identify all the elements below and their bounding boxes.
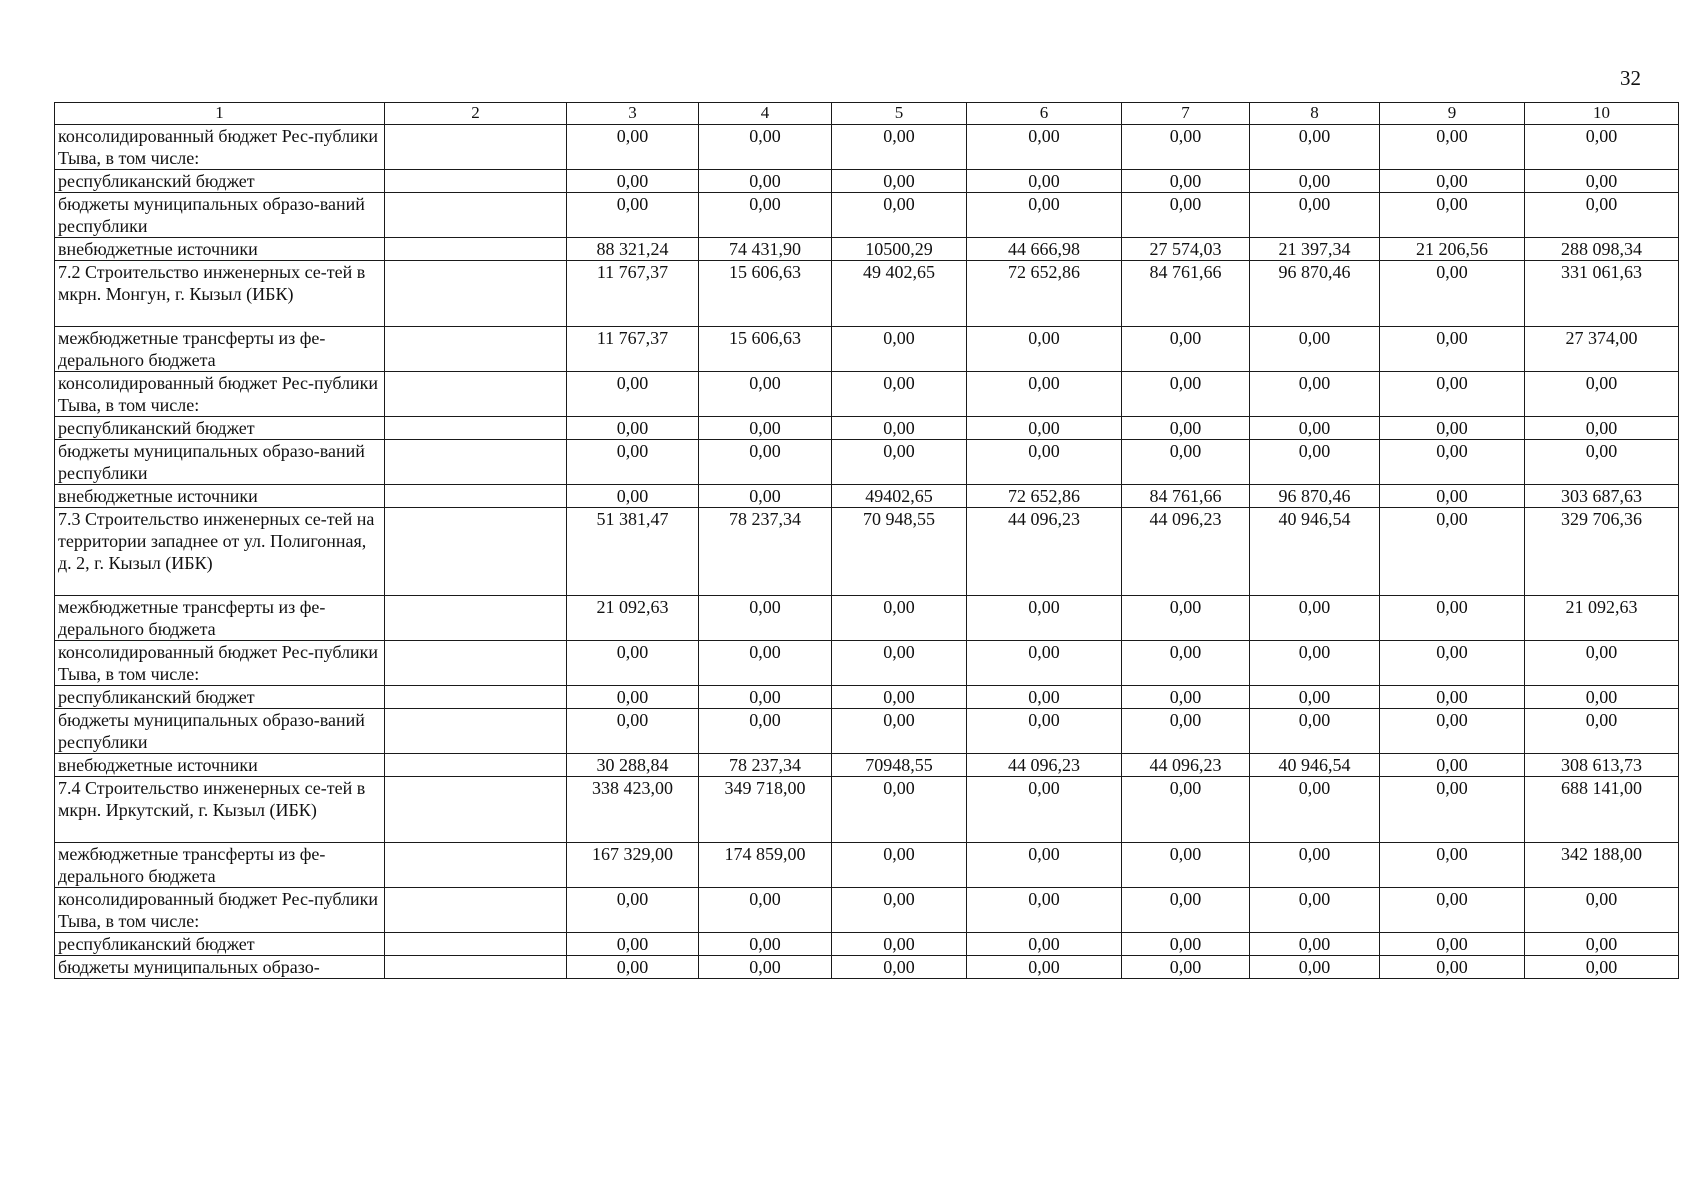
cell-col8: 0,00 (1250, 709, 1380, 754)
row-name: консолидированный бюджет Рес-публики Тыва, в том числе: (55, 372, 385, 417)
column-header-9: 9 (1380, 103, 1525, 125)
cell-col4: 0,00 (699, 125, 832, 170)
table-row (55, 372, 1679, 417)
cell-col8: 0,00 (1250, 125, 1380, 170)
cell-col10: 0,00 (1525, 193, 1679, 238)
cell-col8: 40 946,54 (1250, 754, 1380, 777)
row-col2 (385, 843, 567, 888)
table-row (55, 777, 1679, 843)
cell-col4: 15 606,63 (699, 261, 832, 327)
cell-col5: 0,00 (832, 193, 967, 238)
cell-col8: 0,00 (1250, 956, 1380, 979)
cell-col6: 44 096,23 (967, 508, 1122, 596)
cell-col9: 0,00 (1380, 686, 1525, 709)
table-row (55, 686, 1679, 709)
table-row (55, 485, 1679, 508)
cell-col7: 0,00 (1122, 327, 1250, 372)
cell-col5: 0,00 (832, 709, 967, 754)
cell-col10: 0,00 (1525, 641, 1679, 686)
cell-col5: 49402,65 (832, 485, 967, 508)
cell-col5: 0,00 (832, 888, 967, 933)
cell-col7: 0,00 (1122, 933, 1250, 956)
cell-col9: 0,00 (1380, 125, 1525, 170)
budget-table (54, 102, 1679, 979)
cell-col10: 688 141,00 (1525, 777, 1679, 843)
cell-col8: 0,00 (1250, 193, 1380, 238)
cell-col9: 0,00 (1380, 933, 1525, 956)
cell-col9: 0,00 (1380, 508, 1525, 596)
cell-col3: 167 329,00 (567, 843, 699, 888)
cell-col5: 0,00 (832, 440, 967, 485)
row-name: республиканский бюджет (55, 417, 385, 440)
row-name: внебюджетные источники (55, 238, 385, 261)
cell-col4: 0,00 (699, 193, 832, 238)
cell-col6: 0,00 (967, 170, 1122, 193)
cell-col6: 0,00 (967, 956, 1122, 979)
cell-col10: 288 098,34 (1525, 238, 1679, 261)
cell-col7: 0,00 (1122, 709, 1250, 754)
cell-col10: 0,00 (1525, 125, 1679, 170)
cell-col9: 0,00 (1380, 372, 1525, 417)
cell-col5: 0,00 (832, 596, 967, 641)
cell-col8: 96 870,46 (1250, 485, 1380, 508)
column-header-2: 2 (385, 103, 567, 125)
cell-col10: 0,00 (1525, 170, 1679, 193)
table-row (55, 641, 1679, 686)
row-col2 (385, 327, 567, 372)
row-col2 (385, 125, 567, 170)
table-row (55, 843, 1679, 888)
cell-col9: 0,00 (1380, 170, 1525, 193)
cell-col3: 0,00 (567, 641, 699, 686)
cell-col5: 49 402,65 (832, 261, 967, 327)
column-header-4: 4 (699, 103, 832, 125)
row-col2 (385, 170, 567, 193)
cell-col8: 0,00 (1250, 686, 1380, 709)
row-col2 (385, 777, 567, 843)
cell-col3: 11 767,37 (567, 327, 699, 372)
cell-col6: 0,00 (967, 843, 1122, 888)
cell-col8: 21 397,34 (1250, 238, 1380, 261)
cell-col4: 78 237,34 (699, 754, 832, 777)
cell-col7: 0,00 (1122, 641, 1250, 686)
table-row (55, 261, 1679, 327)
page-number: 32 (1620, 66, 1641, 90)
row-col2 (385, 508, 567, 596)
cell-col7: 0,00 (1122, 956, 1250, 979)
column-header-10: 10 (1525, 103, 1679, 125)
cell-col4: 0,00 (699, 641, 832, 686)
cell-col5: 10500,29 (832, 238, 967, 261)
cell-col7: 44 096,23 (1122, 754, 1250, 777)
cell-col6: 0,00 (967, 193, 1122, 238)
cell-col9: 0,00 (1380, 440, 1525, 485)
cell-col3: 0,00 (567, 933, 699, 956)
cell-col5: 0,00 (832, 933, 967, 956)
row-name: внебюджетные источники (55, 754, 385, 777)
row-name: бюджеты муниципальных образо- (55, 956, 385, 979)
cell-col3: 88 321,24 (567, 238, 699, 261)
cell-col5: 0,00 (832, 417, 967, 440)
cell-col8: 0,00 (1250, 327, 1380, 372)
cell-col4: 0,00 (699, 596, 832, 641)
cell-col5: 70948,55 (832, 754, 967, 777)
cell-col9: 21 206,56 (1380, 238, 1525, 261)
row-col2 (385, 933, 567, 956)
table-row (55, 440, 1679, 485)
cell-col3: 0,00 (567, 709, 699, 754)
row-name: республиканский бюджет (55, 170, 385, 193)
column-header-3: 3 (567, 103, 699, 125)
cell-col7: 0,00 (1122, 843, 1250, 888)
cell-col5: 0,00 (832, 686, 967, 709)
cell-col10: 0,00 (1525, 372, 1679, 417)
cell-col10: 0,00 (1525, 956, 1679, 979)
table-body (55, 125, 1679, 979)
row-name: межбюджетные трансферты из фе-дерального бюджета (55, 327, 385, 372)
cell-col3: 0,00 (567, 417, 699, 440)
cell-col6: 0,00 (967, 417, 1122, 440)
cell-col10: 342 188,00 (1525, 843, 1679, 888)
cell-col5: 0,00 (832, 125, 967, 170)
cell-col9: 0,00 (1380, 888, 1525, 933)
row-name: межбюджетные трансферты из фе-дерального бюджета (55, 843, 385, 888)
table-row (55, 170, 1679, 193)
cell-col6: 72 652,86 (967, 261, 1122, 327)
cell-col3: 0,00 (567, 485, 699, 508)
cell-col3: 0,00 (567, 888, 699, 933)
row-name: 7.2 Строительство инженерных се-тей в мкрн. Монгун, г. Кызыл (ИБК) (55, 261, 385, 327)
cell-col6: 0,00 (967, 888, 1122, 933)
cell-col8: 0,00 (1250, 933, 1380, 956)
cell-col4: 0,00 (699, 888, 832, 933)
cell-col7: 0,00 (1122, 777, 1250, 843)
cell-col8: 0,00 (1250, 170, 1380, 193)
cell-col6: 0,00 (967, 372, 1122, 417)
cell-col7: 0,00 (1122, 193, 1250, 238)
row-col2 (385, 238, 567, 261)
cell-col4: 0,00 (699, 440, 832, 485)
cell-col3: 0,00 (567, 125, 699, 170)
row-col2 (385, 440, 567, 485)
cell-col7: 0,00 (1122, 440, 1250, 485)
row-col2 (385, 596, 567, 641)
cell-col10: 0,00 (1525, 888, 1679, 933)
cell-col5: 70 948,55 (832, 508, 967, 596)
table-row (55, 888, 1679, 933)
cell-col7: 0,00 (1122, 596, 1250, 641)
cell-col3: 11 767,37 (567, 261, 699, 327)
cell-col7: 44 096,23 (1122, 508, 1250, 596)
row-name: межбюджетные трансферты из фе-дерального бюджета (55, 596, 385, 641)
cell-col8: 0,00 (1250, 843, 1380, 888)
cell-col4: 0,00 (699, 709, 832, 754)
cell-col3: 51 381,47 (567, 508, 699, 596)
row-name: 7.4 Строительство инженерных се-тей в мкрн. Иркутский, г. Кызыл (ИБК) (55, 777, 385, 843)
row-col2 (385, 888, 567, 933)
cell-col7: 84 761,66 (1122, 261, 1250, 327)
cell-col7: 0,00 (1122, 417, 1250, 440)
table-row (55, 125, 1679, 170)
cell-col9: 0,00 (1380, 193, 1525, 238)
table-row (55, 417, 1679, 440)
cell-col8: 40 946,54 (1250, 508, 1380, 596)
row-name: бюджеты муниципальных образо-ваний республики (55, 193, 385, 238)
column-header-5: 5 (832, 103, 967, 125)
cell-col10: 21 092,63 (1525, 596, 1679, 641)
cell-col3: 30 288,84 (567, 754, 699, 777)
cell-col4: 174 859,00 (699, 843, 832, 888)
row-col2 (385, 485, 567, 508)
row-col2 (385, 641, 567, 686)
cell-col10: 329 706,36 (1525, 508, 1679, 596)
cell-col6: 72 652,86 (967, 485, 1122, 508)
cell-col3: 0,00 (567, 956, 699, 979)
cell-col10: 0,00 (1525, 933, 1679, 956)
cell-col4: 0,00 (699, 170, 832, 193)
row-name: консолидированный бюджет Рес-публики Тыва, в том числе: (55, 888, 385, 933)
cell-col3: 0,00 (567, 170, 699, 193)
row-col2 (385, 956, 567, 979)
cell-col9: 0,00 (1380, 956, 1525, 979)
cell-col8: 0,00 (1250, 417, 1380, 440)
cell-col4: 0,00 (699, 417, 832, 440)
cell-col3: 21 092,63 (567, 596, 699, 641)
row-name: республиканский бюджет (55, 686, 385, 709)
cell-col9: 0,00 (1380, 777, 1525, 843)
header-row (55, 103, 1679, 125)
cell-col7: 0,00 (1122, 888, 1250, 933)
cell-col10: 303 687,63 (1525, 485, 1679, 508)
column-header-7: 7 (1122, 103, 1250, 125)
row-name: республиканский бюджет (55, 933, 385, 956)
cell-col10: 0,00 (1525, 417, 1679, 440)
row-name: консолидированный бюджет Рес-публики Тыва, в том числе: (55, 125, 385, 170)
cell-col10: 0,00 (1525, 709, 1679, 754)
cell-col5: 0,00 (832, 777, 967, 843)
cell-col5: 0,00 (832, 327, 967, 372)
cell-col7: 0,00 (1122, 125, 1250, 170)
column-header-8: 8 (1250, 103, 1380, 125)
cell-col4: 0,00 (699, 686, 832, 709)
cell-col3: 0,00 (567, 686, 699, 709)
cell-col10: 0,00 (1525, 440, 1679, 485)
cell-col3: 0,00 (567, 440, 699, 485)
cell-col5: 0,00 (832, 843, 967, 888)
row-name: 7.3 Строительство инженерных се-тей на территории западнее от ул. Полигонная, д. 2, г. Кызыл (ИБК) (55, 508, 385, 596)
cell-col4: 0,00 (699, 485, 832, 508)
cell-col4: 78 237,34 (699, 508, 832, 596)
cell-col10: 308 613,73 (1525, 754, 1679, 777)
cell-col9: 0,00 (1380, 709, 1525, 754)
table-row (55, 956, 1679, 979)
cell-col4: 0,00 (699, 933, 832, 956)
row-name: бюджеты муниципальных образо-ваний республики (55, 709, 385, 754)
cell-col9: 0,00 (1380, 417, 1525, 440)
cell-col3: 0,00 (567, 372, 699, 417)
row-col2 (385, 709, 567, 754)
column-header-1: 1 (55, 103, 385, 125)
cell-col6: 44 666,98 (967, 238, 1122, 261)
table-header (55, 103, 1679, 125)
cell-col10: 331 061,63 (1525, 261, 1679, 327)
cell-col9: 0,00 (1380, 327, 1525, 372)
cell-col6: 0,00 (967, 933, 1122, 956)
cell-col5: 0,00 (832, 641, 967, 686)
cell-col4: 74 431,90 (699, 238, 832, 261)
cell-col8: 0,00 (1250, 372, 1380, 417)
table-row (55, 238, 1679, 261)
row-name: консолидированный бюджет Рес-публики Тыва, в том числе: (55, 641, 385, 686)
table-row (55, 933, 1679, 956)
cell-col8: 0,00 (1250, 440, 1380, 485)
cell-col9: 0,00 (1380, 754, 1525, 777)
row-col2 (385, 261, 567, 327)
table-row (55, 754, 1679, 777)
cell-col4: 0,00 (699, 956, 832, 979)
row-col2 (385, 193, 567, 238)
cell-col8: 0,00 (1250, 888, 1380, 933)
column-header-6: 6 (967, 103, 1122, 125)
cell-col6: 0,00 (967, 125, 1122, 170)
cell-col4: 349 718,00 (699, 777, 832, 843)
cell-col7: 0,00 (1122, 686, 1250, 709)
cell-col4: 0,00 (699, 372, 832, 417)
cell-col6: 0,00 (967, 596, 1122, 641)
row-name: бюджеты муниципальных образо-ваний республики (55, 440, 385, 485)
cell-col6: 0,00 (967, 327, 1122, 372)
table-row (55, 709, 1679, 754)
cell-col7: 0,00 (1122, 372, 1250, 417)
row-col2 (385, 754, 567, 777)
cell-col6: 0,00 (967, 641, 1122, 686)
cell-col9: 0,00 (1380, 485, 1525, 508)
cell-col9: 0,00 (1380, 641, 1525, 686)
cell-col5: 0,00 (832, 956, 967, 979)
cell-col7: 0,00 (1122, 170, 1250, 193)
table-row (55, 193, 1679, 238)
cell-col10: 27 374,00 (1525, 327, 1679, 372)
cell-col9: 0,00 (1380, 843, 1525, 888)
cell-col8: 0,00 (1250, 777, 1380, 843)
cell-col3: 0,00 (567, 193, 699, 238)
cell-col5: 0,00 (832, 372, 967, 417)
row-col2 (385, 686, 567, 709)
cell-col8: 96 870,46 (1250, 261, 1380, 327)
cell-col8: 0,00 (1250, 596, 1380, 641)
cell-col5: 0,00 (832, 170, 967, 193)
cell-col7: 84 761,66 (1122, 485, 1250, 508)
row-col2 (385, 417, 567, 440)
cell-col4: 15 606,63 (699, 327, 832, 372)
cell-col6: 0,00 (967, 777, 1122, 843)
cell-col6: 44 096,23 (967, 754, 1122, 777)
row-name: внебюджетные источники (55, 485, 385, 508)
table-row (55, 508, 1679, 596)
row-col2 (385, 372, 567, 417)
cell-col10: 0,00 (1525, 686, 1679, 709)
cell-col8: 0,00 (1250, 641, 1380, 686)
table-row (55, 327, 1679, 372)
table-row (55, 596, 1679, 641)
cell-col3: 338 423,00 (567, 777, 699, 843)
cell-col9: 0,00 (1380, 261, 1525, 327)
cell-col6: 0,00 (967, 709, 1122, 754)
cell-col9: 0,00 (1380, 596, 1525, 641)
cell-col6: 0,00 (967, 440, 1122, 485)
cell-col7: 27 574,03 (1122, 238, 1250, 261)
cell-col6: 0,00 (967, 686, 1122, 709)
